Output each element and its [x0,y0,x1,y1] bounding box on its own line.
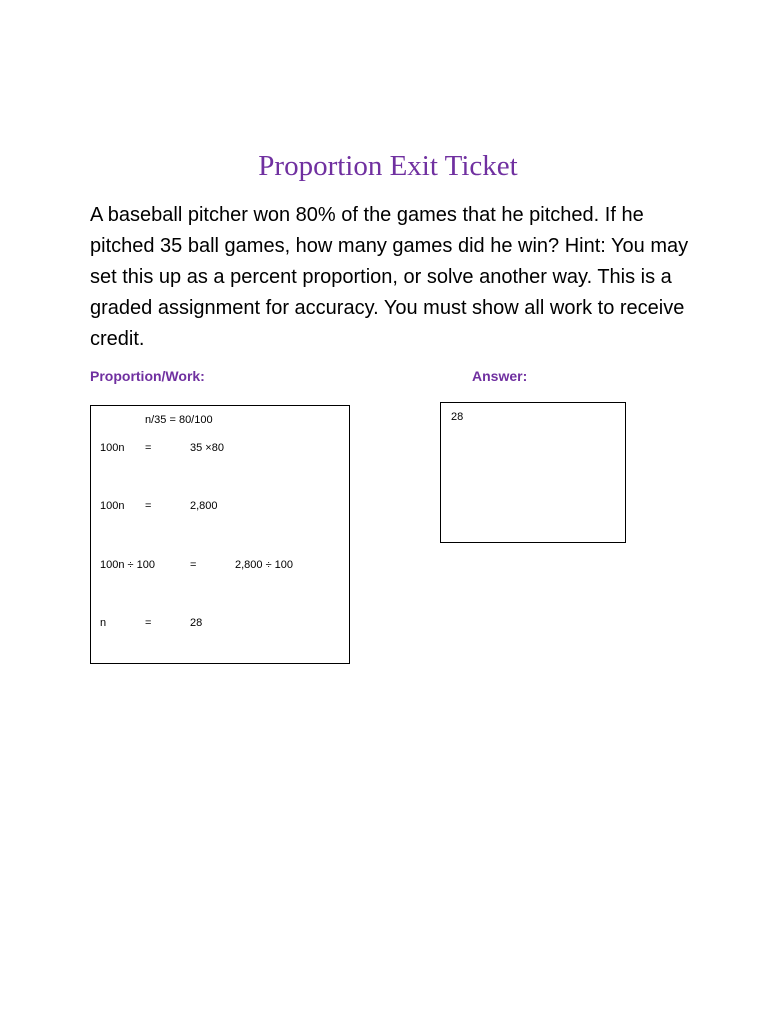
step-2-equals: = [145,500,152,512]
proportion-setup: n/35 = 80/100 [145,414,213,426]
question-text: A baseball pitcher won 80% of the games that he pitched. If he pitched 35 ball games, how many games did he win? Hint: You may set this up as a percent proportion, or solve another way. This is a graded assignment for accuracy. You must show all work to receive credit. [90,204,689,350]
work-label: Proportion/Work: [90,368,205,384]
step-1-equals: = [145,442,152,454]
step-3-equals: = [190,559,197,571]
step-3-right: 2,800 ÷ 100 [235,559,294,571]
step-4-right: 28 [190,617,203,629]
step-1-left: 100n [100,442,125,454]
answer-box [440,402,626,543]
step-2-left: 100n [100,500,125,512]
answer-label: Answer: [472,368,528,384]
step-4-equals: = [145,617,152,629]
answer-value: 28 [451,411,464,423]
step-1-right: 35 ×80 [190,442,224,454]
page-title: Proportion Exit Ticket [258,150,518,182]
step-3-left: 100n ÷ 100 [100,559,155,571]
step-4-left: n [100,617,107,629]
work-box [90,405,350,664]
step-2-right: 2,800 [190,500,218,512]
